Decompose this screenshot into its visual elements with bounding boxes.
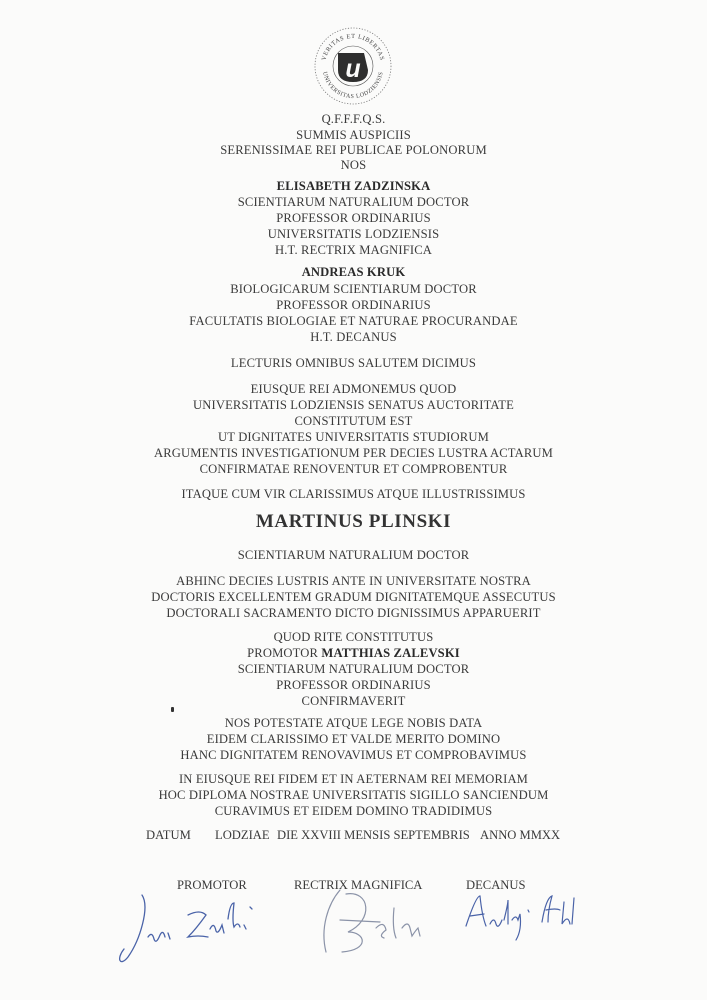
- rector-title-line: SCIENTIARUM NATURALIUM DOCTOR: [237, 195, 470, 209]
- signature-label-promotor: PROMOTOR: [177, 878, 247, 892]
- seal-ring-bottom-text: UNIVERSITAS LODZIENSIS: [321, 71, 385, 101]
- header-line: SERENISSIMAE REI PUBLICAE POLONORUM: [220, 143, 487, 157]
- honoree-degree: SCIENTIARUM NATURALIUM DOCTOR: [237, 548, 470, 562]
- fidem-line: IN EIUSQUE REI FIDEM ET IN AETERNAM REI MEMORIAM: [178, 772, 529, 786]
- honoree-name: MARTINUS PLINSKI: [255, 511, 452, 532]
- fidem-line: CURAVIMUS ET EIDEM DOMINO TRADIDIMUS: [214, 804, 493, 818]
- rector-title-line: UNIVERSITATIS LODZIENSIS: [267, 227, 440, 241]
- rectrix-signature-icon: [300, 880, 450, 965]
- admonition-line: EIUSQUE REI ADMONEMUS QUOD: [250, 382, 457, 396]
- promotor-label: PROMOTOR: [247, 646, 319, 660]
- datum-date: DIE XXVIII MENSIS SEPTEMBRIS: [277, 828, 470, 842]
- promotor-line: [0, 646, 707, 661]
- header-line: SUMMIS AUSPICIIS: [296, 128, 411, 142]
- seal-letter: u: [345, 55, 361, 83]
- abhinc-line: DOCTORIS EXCELLENTEM GRADUM DIGNITATEMQUE ASSECUTUS: [151, 590, 556, 604]
- promotor-intro: QUOD RITE CONSTITUTUS: [273, 630, 434, 644]
- rector-name: ELISABETH ZADZINSKA: [276, 179, 431, 193]
- dean-title-line: BIOLOGICARUM SCIENTIARUM DOCTOR: [230, 282, 477, 296]
- admonition-line: UT DIGNITATES UNIVERSITATIS STUDIORUM: [218, 430, 489, 444]
- potestate-line: HANC DIGNITATEM RENOVAVIMUS ET COMPROBAVIMUS: [180, 748, 527, 762]
- admonition-line: UNIVERSITATIS LODZIENSIS SENATUS AUCTORITATE: [193, 398, 514, 412]
- abhinc-line: DOCTORALI SACRAMENTO DICTO DIGNISSIMUS APPARUERIT: [166, 606, 541, 620]
- rector-title-line: H.T. RECTRIX MAGNIFICA: [275, 243, 432, 257]
- signature-label-decanus: DECANUS: [466, 878, 526, 892]
- potestate-line: EIDEM CLARISSIMO ET VALDE MERITO DOMINO: [206, 732, 501, 746]
- promotor-name: MATTHIAS ZALEVSKI: [321, 646, 460, 660]
- datum-label: DATUM: [146, 828, 191, 842]
- rector-title-line: PROFESSOR ORDINARIUS: [276, 211, 431, 225]
- potestate-line: NOS POTESTATE ATQUE LEGE NOBIS DATA: [224, 716, 483, 730]
- promotor-title-line: SCIENTIARUM NATURALIUM DOCTOR: [237, 662, 470, 676]
- dean-name: ANDREAS KRUK: [301, 265, 406, 279]
- datum-place: LODZIAE: [215, 828, 270, 842]
- dean-title-line: FACULTATIS BIOLOGIAE ET NATURAE PROCURANDAE: [189, 314, 518, 328]
- university-seal: [313, 26, 393, 106]
- dean-title-line: PROFESSOR ORDINARIUS: [276, 298, 431, 312]
- fidem-line: HOC DIPLOMA NOSTRAE UNIVERSITATIS SIGILLO SANCIENDUM: [158, 788, 549, 802]
- seal-emblem-icon: [338, 53, 368, 83]
- itaque-line: ITAQUE CUM VIR CLARISSIMUS ATQUE ILLUSTRISSIMUS: [181, 487, 526, 501]
- promotor-title-line: CONFIRMAVERIT: [301, 694, 406, 708]
- admonition-line: ARGUMENTIS INVESTIGATIONUM PER DECIES LUSTRA ACTARUM: [154, 446, 553, 460]
- ink-speck: [171, 707, 174, 712]
- signature-label-rectrix: RECTRIX MAGNIFICA: [294, 878, 423, 892]
- dean-title-line: H.T. DECANUS: [310, 330, 397, 344]
- decanus-signature-icon: [460, 890, 600, 950]
- abhinc-line: ABHINC DECIES LUSTRIS ANTE IN UNIVERSITATE NOSTRA: [176, 574, 531, 588]
- admonition-line: CONFIRMATAE RENOVENTUR ET COMPROBENTUR: [199, 462, 508, 476]
- admonition-line: CONSTITUTUM EST: [294, 414, 413, 428]
- seal-ring-top-text: VERITAS ET LIBERTAS: [320, 32, 386, 62]
- header-line: Q.F.F.F.Q.S.: [321, 112, 386, 126]
- datum-year: ANNO MMXX: [480, 828, 561, 842]
- promotor-signature-icon: [110, 885, 280, 980]
- greeting: LECTURIS OMNIBUS SALUTEM DICIMUS: [230, 356, 477, 370]
- header-line: NOS: [340, 158, 367, 172]
- promotor-title-line: PROFESSOR ORDINARIUS: [276, 678, 431, 692]
